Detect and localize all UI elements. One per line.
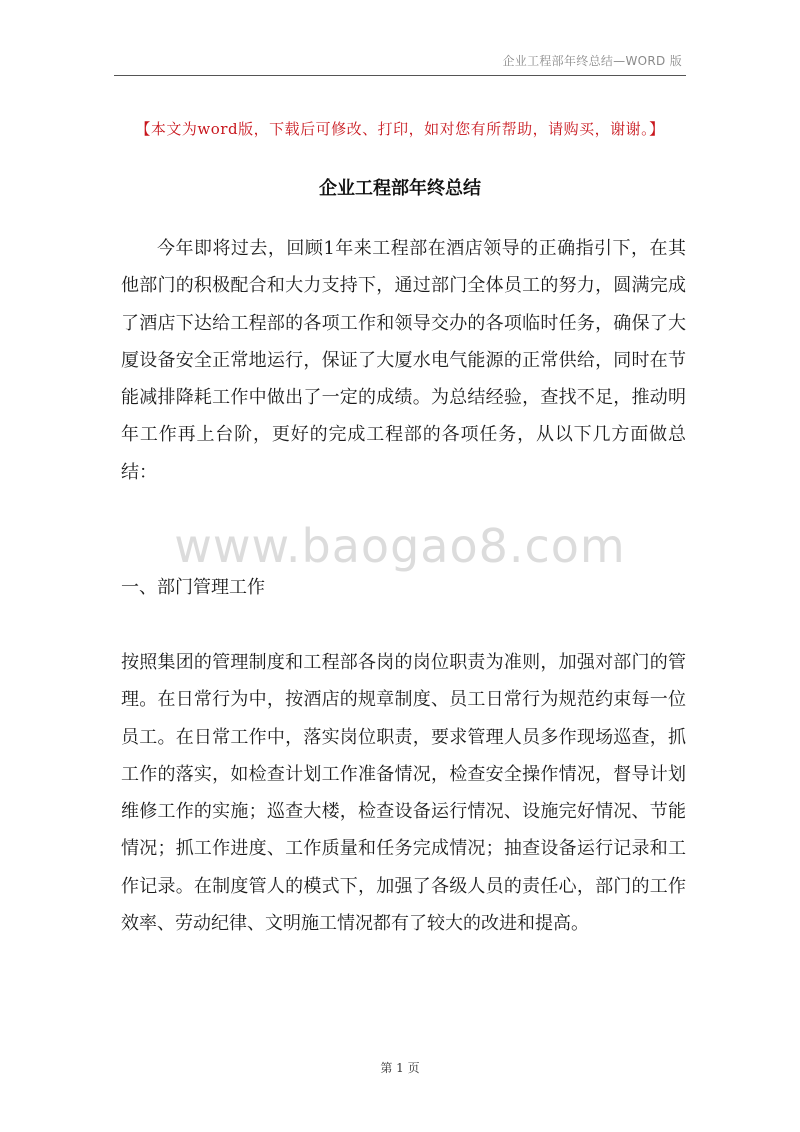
- page-header-title: 企业工程部年终总结—WORD 版: [502, 54, 682, 68]
- header-rule: [114, 75, 686, 76]
- section-body-dept-management: 按照集团的管理制度和工程部各岗的岗位职责为准则，加强对部门的管理。在日常行为中，按酒店的规章制度、员工日常行为规范约束每一位员工。在日常工作中，落实岗位职责，要求管理人员多作现场巡查，抓工作的落实，如检查计划工作准备情况，检查安全操作情况，督导计划维修工作的实施；巡查大楼，检查设备运行情况、设施完好情况、节能情况；抓工作进度、工作质量和任务完成情况；抽查设备运行记录和工作记录。在制度管人的模式下，加强了各级人员的责任心，部门的工作效率、劳动纪律、文明施工情况都有了较大的改进和提高。: [121, 652, 686, 935]
- page-number: 第 1 页: [380, 1061, 420, 1075]
- document-title: 企业工程部年终总结: [319, 178, 481, 199]
- section-heading-dept-management: 一、部门管理工作: [121, 577, 265, 598]
- watermark: www.baogao8.com: [174, 519, 626, 573]
- download-notice: 【本文为word版，下载后可修改、打印，如对您有所帮助，请购买，谢谢。】: [135, 120, 665, 138]
- intro-paragraph: 今年即将过去，回顾1年来工程部在酒店领导的正确指引下，在其他部门的积极配合和大力支持下，通过部门全体员工的努力，圆满完成了酒店下达给工程部的各项工作和领导交办的各项临时任务，确保了大厦设备安全正常地运行，保证了大厦水电气能源的正常供给，同时在节能减排降耗工作中做出了一定的成绩。为总结经验，查找不足，推动明年工作再上台阶，更好的完成工程部的各项任务，从以下几方面做总结：: [121, 238, 686, 483]
